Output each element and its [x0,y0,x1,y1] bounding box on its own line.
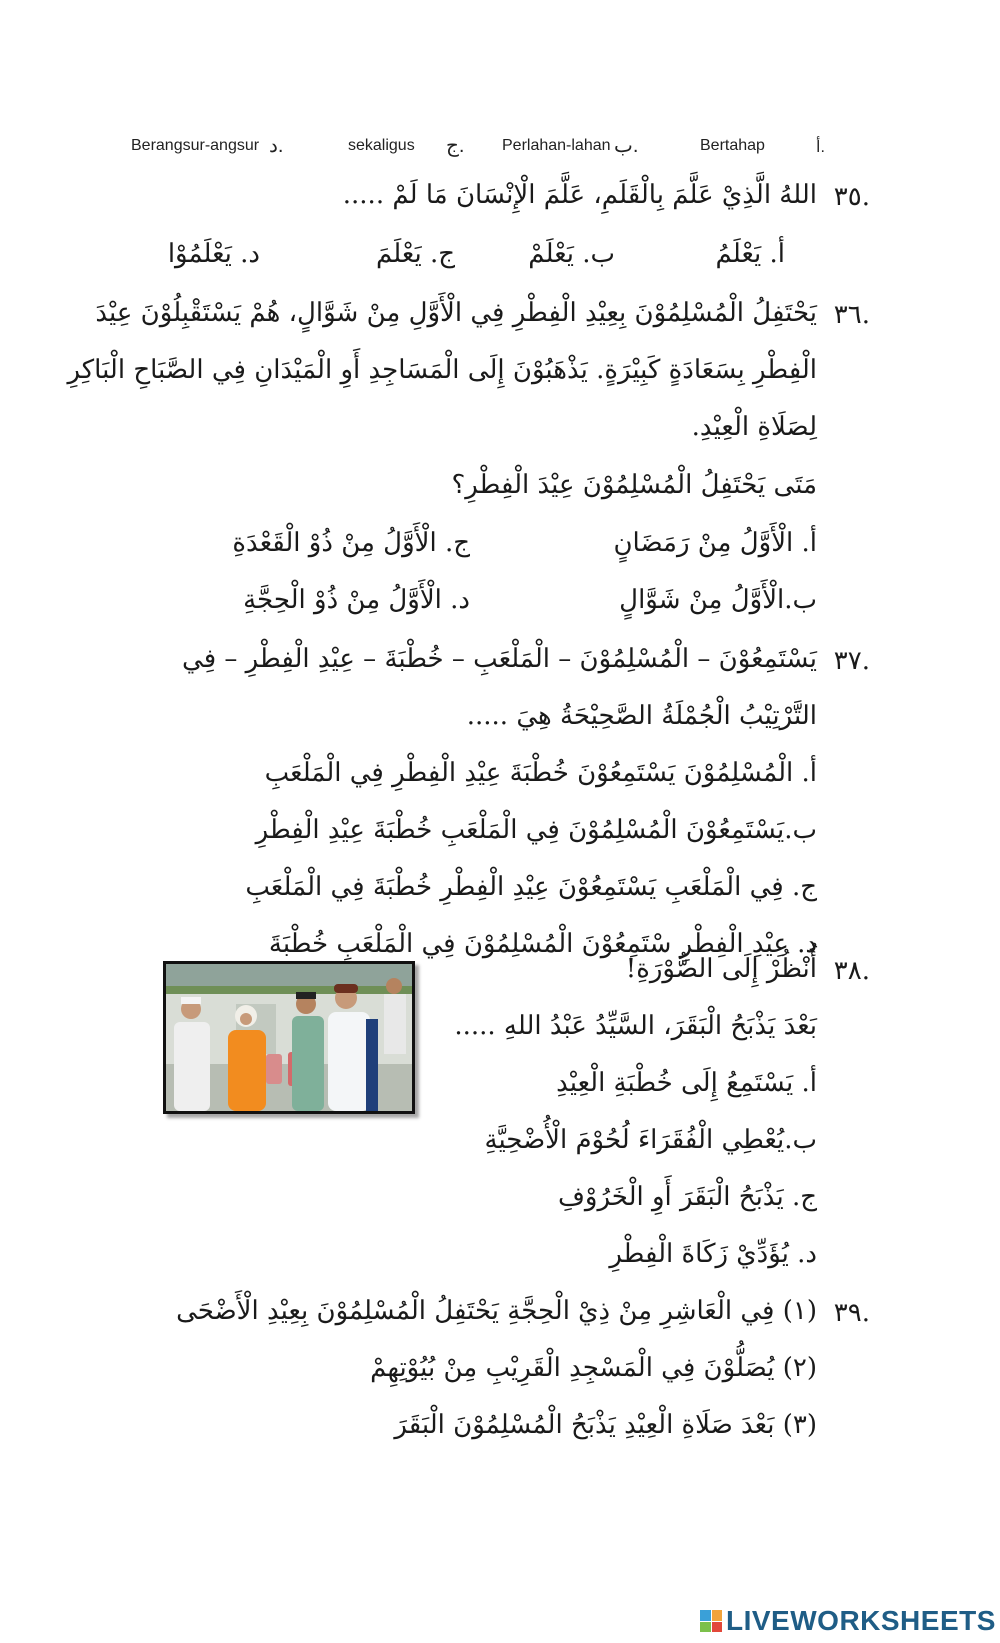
q39-item-3: (٣) بَعْدَ صَلَاةِ الْعِيْدِ يَذْبَحُ الْمُسْلِمُوْنَ الْبَقَرَ [394,1410,817,1440]
liveworksheets-logo-icon [700,1610,722,1632]
liveworksheets-logo-text: LIVEWORKSHEETS [726,1605,996,1636]
option-d-text: Berangsur-angsur [131,137,260,154]
option-a-text: Bertahap [700,137,765,154]
eid-photo-illustration [166,964,412,1111]
q39-item-2: (٢) يُصَلُّوْنَ فِي الْمَسْجِدِ الْقَرِيْبِ مِنْ بُيُوْتِهِمْ [370,1353,817,1383]
q36-option-d: د. الْأَوَّلُ مِنْ ذُوْ الْحِجَّةِ [243,585,470,615]
q37-option-a: أ. الْمُسْلِمُوْنَ يَسْتَمِعُوْنَ خُطْبَةَ عِيْدِ الْفِطْرِ فِي الْمَلْعَبِ [264,758,817,788]
q38-option-a: أ. يَسْتَمِعُ إِلَى خُطْبَةِ الْعِيْدِ [556,1068,817,1098]
option-b-text: Perlahan-lahan [502,137,611,154]
option-c-letter: ج. [446,135,465,157]
q38-line1: أُنْظُرْ إِلَى الصُّوْرَةِ! [625,954,817,984]
eid-photo [163,961,415,1114]
q36-option-b: ب.الْأَوَّلُ مِنْ شَوَّالٍ [619,585,817,615]
q37-number: ٣٧. [833,646,870,676]
option-c-text: sekaligus [348,137,415,154]
q35-option-b: ب. يَعْلَمْ [528,239,615,269]
q36-line1: يَحْتَفِلُ الْمُسْلِمُوْنَ بِعِيْدِ الْفِطْرِ فِي الْأَوَّلِ مِنْ شَوَّالٍ، هُمْ يَسْتَقْبِلُوْنَ عِيْدَ [95,298,817,328]
q38-number: ٣٨. [833,956,870,986]
q38-option-b: ب.يُعْطِي الْفُقَرَاءَ لُحُوْمَ الْأُضْحِيَّةِ [484,1125,817,1155]
q38-option-c: ج. يَذْبَحُ الْبَقَرَ أَوِ الْخَرُوْفِ [557,1182,817,1212]
q38-line2: بَعْدَ يَذْبَحُ الْبَقَرَ، السَّيِّدُ عَبْدُ اللهِ ..... [454,1011,817,1041]
q35-text: اللهُ الَّذِيْ عَلَّمَ بِالْقَلَمِ، عَلَّمَ الْإِنْسَانَ مَا لَمْ ..... [342,180,817,210]
q39-number: ٣٩. [833,1298,870,1328]
liveworksheets-logo [700,1605,996,1637]
q35-number: ٣٥. [833,182,870,212]
q36-option-a: أ. الْأَوَّلُ مِنْ رَمَضَانٍ [613,528,817,558]
q35-option-d: د. يَعْلَمُوْا [167,239,260,269]
q36-number: ٣٦. [833,300,870,330]
q36-question: مَتَى يَحْتَفِلُ الْمُسْلِمُوْنَ عِيْدَ الْفِطْرِ؟ [451,470,817,500]
q36-line2: الْفِطْرِ بِسَعَادَةٍ كَبِيْرَةٍ. يَذْهَبُوْنَ إِلَى الْمَسَاجِدِ أَوِ الْمَيْدَانِ فِي الصَّبَاحِ الْبَاكِرِ [67,355,817,385]
q36-line3: لِصَلَاةِ الْعِيْدِ. [691,412,817,442]
q38-option-d: د. يُؤَدِّيْ زَكَاةَ الْفِطْرِ [609,1239,817,1269]
q35-option-a: أ. يَعْلَمُ [715,239,785,269]
q37-option-c: ج. فِي الْمَلْعَبِ يَسْتَمِعُوْنَ عِيْدِ الْفِطْرِ خُطْبَةَ فِي الْمَلْعَبِ [245,872,817,902]
q37-line2: التَّرْتِيْبُ الْجُمْلَةُ الصَّحِيْحَةُ هِيَ ..... [466,701,817,731]
option-b-letter: ب. [614,135,639,157]
q35-option-c: ج. يَعْلَمَ [375,239,455,269]
q39-item-1: (١) فِي الْعَاشِرِ مِنْ ذِيْ الْحِجَّةِ يَحْتَفِلُ الْمُسْلِمُوْنَ بِعِيْدِ الْأَضْحَى [176,1296,817,1326]
q37-line1: يَسْتَمِعُوْنَ – الْمُسْلِمُوْنَ – الْمَلْعَبِ – خُطْبَةَ – عِيْدِ الْفِطْرِ – فِي [182,644,817,674]
option-a-letter: أ. [816,139,825,156]
option-d-letter: د. [269,135,284,157]
q36-option-c: ج. الْأَوَّلُ مِنْ ذُوْ الْقَعْدَةِ [232,528,470,558]
q37-option-d: د. عِيْدِ الْفِطْرِ سْتَمِعُوْنَ الْمُسْلِمُوْنَ فِي الْمَلْعَبِ خُطْبَةَ [268,929,817,959]
q37-option-b: ب.يَسْتَمِعُوْنَ الْمُسْلِمُوْنَ فِي الْمَلْعَبِ خُطْبَةَ عِيْدِ الْفِطْرِ [255,815,817,845]
